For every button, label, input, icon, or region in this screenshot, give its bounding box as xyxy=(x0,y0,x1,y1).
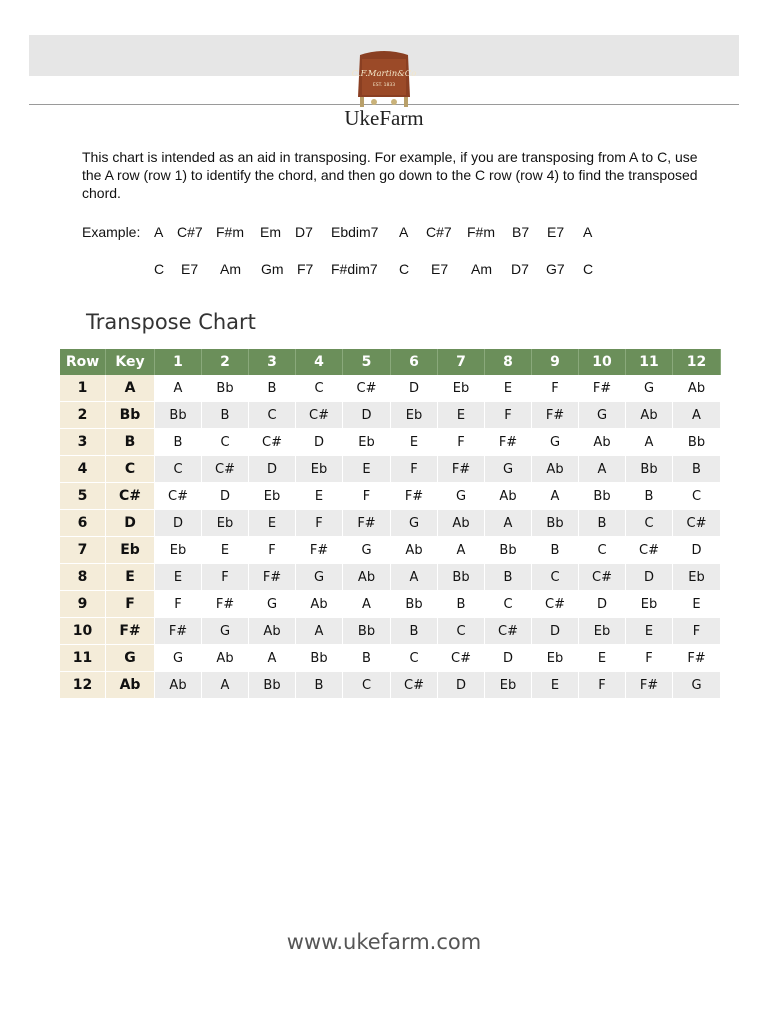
table-row xyxy=(60,672,721,699)
chord-cell: F# xyxy=(391,483,438,510)
chord-cell: A xyxy=(155,375,202,402)
chord-cell: A xyxy=(249,645,296,672)
chord-cell: A xyxy=(532,483,579,510)
row-key: Bb xyxy=(106,402,155,429)
example-chord: A xyxy=(154,224,164,240)
chord-cell: C# xyxy=(579,564,626,591)
chord-cell: F# xyxy=(438,456,485,483)
chord-cell: F# xyxy=(296,537,343,564)
chord-cell: C xyxy=(532,564,579,591)
chord-cell: Bb xyxy=(673,429,721,456)
chord-cell: B xyxy=(532,537,579,564)
chord-cell: G xyxy=(579,402,626,429)
chord-cell: A xyxy=(391,564,438,591)
chord-cell: A xyxy=(343,591,391,618)
column-header: 4 xyxy=(296,349,343,375)
chord-cell: C# xyxy=(391,672,438,699)
row-key: F xyxy=(106,591,155,618)
chord-cell: G xyxy=(296,564,343,591)
chord-cell: E xyxy=(202,537,249,564)
row-number: 1 xyxy=(60,375,106,402)
chord-cell: B xyxy=(202,402,249,429)
column-header: 3 xyxy=(249,349,296,375)
chord-cell: C xyxy=(579,537,626,564)
chord-cell: Ab xyxy=(626,402,673,429)
chord-cell: E xyxy=(626,618,673,645)
chord-cell: Bb xyxy=(202,375,249,402)
table-row xyxy=(60,483,721,510)
column-header: 12 xyxy=(673,349,721,375)
chord-cell: A xyxy=(438,537,485,564)
chord-cell: D xyxy=(249,456,296,483)
chord-cell: E xyxy=(579,645,626,672)
chord-cell: Eb xyxy=(438,375,485,402)
column-header: 7 xyxy=(438,349,485,375)
chord-cell: Eb xyxy=(579,618,626,645)
chord-cell: F xyxy=(343,483,391,510)
example-chord: F7 xyxy=(297,261,314,277)
chord-cell: E xyxy=(673,591,721,618)
chord-cell: Ab xyxy=(202,645,249,672)
chord-cell: F xyxy=(391,456,438,483)
chord-cell: C# xyxy=(249,429,296,456)
row-number: 10 xyxy=(60,618,106,645)
chord-cell: G xyxy=(155,645,202,672)
chord-cell: C# xyxy=(532,591,579,618)
chord-cell: F xyxy=(626,645,673,672)
chord-cell: Bb xyxy=(485,537,532,564)
table-row xyxy=(60,510,721,537)
chord-cell: C xyxy=(438,618,485,645)
footer-url: www.ukefarm.com xyxy=(286,930,482,954)
chord-cell: Bb xyxy=(438,564,485,591)
chord-cell: G xyxy=(202,618,249,645)
chord-cell: Bb xyxy=(626,456,673,483)
chord-cell: C# xyxy=(155,483,202,510)
chord-cell: D xyxy=(626,564,673,591)
chord-cell: Bb xyxy=(249,672,296,699)
example-chord: C xyxy=(583,261,594,277)
chord-cell: Ab xyxy=(485,483,532,510)
row-key: F# xyxy=(106,618,155,645)
chord-cell: D xyxy=(532,618,579,645)
table-row xyxy=(60,375,721,402)
chord-cell: Eb xyxy=(673,564,721,591)
chord-cell: F xyxy=(485,402,532,429)
example-chord: Em xyxy=(260,224,281,240)
table-row xyxy=(60,618,721,645)
chord-cell: C xyxy=(249,402,296,429)
example-chord: Ebdim7 xyxy=(331,224,379,240)
example-chord: B7 xyxy=(512,224,530,240)
chord-cell: G xyxy=(673,672,721,699)
chord-cell: E xyxy=(343,456,391,483)
example-chord: D7 xyxy=(511,261,529,277)
chord-cell: A xyxy=(626,429,673,456)
chord-cell: F# xyxy=(343,510,391,537)
chord-cell: G xyxy=(391,510,438,537)
chord-cell: C# xyxy=(438,645,485,672)
chord-cell: F xyxy=(249,537,296,564)
column-header: 10 xyxy=(579,349,626,375)
chord-cell: Eb xyxy=(532,645,579,672)
chord-cell: A xyxy=(485,510,532,537)
chord-cell: Ab xyxy=(391,537,438,564)
chord-cell: D xyxy=(155,510,202,537)
row-key: E xyxy=(106,564,155,591)
chord-cell: Bb xyxy=(532,510,579,537)
chord-cell: E xyxy=(249,510,296,537)
chord-cell: C# xyxy=(202,456,249,483)
transpose-table xyxy=(60,349,721,699)
chord-cell: Bb xyxy=(296,645,343,672)
example-chord: Gm xyxy=(261,261,284,277)
chord-cell: C# xyxy=(626,537,673,564)
example-chord: Am xyxy=(220,261,241,277)
chord-cell: C xyxy=(391,645,438,672)
chord-cell: E xyxy=(438,402,485,429)
row-key: Eb xyxy=(106,537,155,564)
chord-cell: F# xyxy=(532,402,579,429)
row-key: D xyxy=(106,510,155,537)
row-number: 2 xyxy=(60,402,106,429)
example-chord: D7 xyxy=(295,224,313,240)
table-body xyxy=(60,375,721,699)
chord-cell: F xyxy=(438,429,485,456)
chord-cell: Eb xyxy=(249,483,296,510)
chord-cell: E xyxy=(296,483,343,510)
chord-cell: A xyxy=(202,672,249,699)
chord-cell: C xyxy=(202,429,249,456)
column-header: Key xyxy=(106,349,155,375)
chord-cell: E xyxy=(485,375,532,402)
row-key: G xyxy=(106,645,155,672)
chord-cell: Ab xyxy=(579,429,626,456)
chord-cell: B xyxy=(296,672,343,699)
chord-cell: F# xyxy=(626,672,673,699)
row-key: B xyxy=(106,429,155,456)
chord-cell: Bb xyxy=(155,402,202,429)
chord-cell: Eb xyxy=(485,672,532,699)
example-chord: C xyxy=(154,261,165,277)
chord-cell: Bb xyxy=(343,618,391,645)
chord-cell: B xyxy=(626,483,673,510)
row-number: 9 xyxy=(60,591,106,618)
chord-cell: B xyxy=(155,429,202,456)
logo-text: C.F.Martin&Co xyxy=(352,69,416,79)
example-chord: E7 xyxy=(547,224,565,240)
row-number: 8 xyxy=(60,564,106,591)
chord-cell: D xyxy=(296,429,343,456)
row-number: 6 xyxy=(60,510,106,537)
chord-cell: D xyxy=(579,591,626,618)
chord-cell: C xyxy=(343,672,391,699)
chord-cell: A xyxy=(579,456,626,483)
column-header: 11 xyxy=(626,349,673,375)
row-key: A xyxy=(106,375,155,402)
column-header: Row xyxy=(60,349,106,375)
chord-cell: Eb xyxy=(343,429,391,456)
chord-cell: F# xyxy=(673,645,721,672)
example-chord: E7 xyxy=(431,261,449,277)
chord-cell: C xyxy=(673,483,721,510)
chord-cell: D xyxy=(343,402,391,429)
chord-cell: G xyxy=(485,456,532,483)
example-chord: C#7 xyxy=(426,224,452,240)
chord-cell: Ab xyxy=(673,375,721,402)
chord-cell: B xyxy=(485,564,532,591)
chord-cell: F xyxy=(532,375,579,402)
chord-cell: E xyxy=(155,564,202,591)
chord-cell: D xyxy=(438,672,485,699)
column-header: 6 xyxy=(391,349,438,375)
chord-cell: C# xyxy=(296,402,343,429)
example-chord: C#7 xyxy=(177,224,203,240)
chord-cell: Eb xyxy=(391,402,438,429)
example-chord: A xyxy=(399,224,409,240)
logo-subtext: EST. 1833 xyxy=(372,83,396,88)
column-header: 5 xyxy=(343,349,391,375)
table-row xyxy=(60,645,721,672)
chord-cell: G xyxy=(249,591,296,618)
chord-cell: D xyxy=(391,375,438,402)
table-row xyxy=(60,537,721,564)
chord-cell: D xyxy=(202,483,249,510)
example-chord: Am xyxy=(471,261,492,277)
chord-cell: E xyxy=(391,429,438,456)
row-key: C# xyxy=(106,483,155,510)
chord-cell: C xyxy=(626,510,673,537)
chord-cell: Bb xyxy=(391,591,438,618)
chord-cell: D xyxy=(485,645,532,672)
example-chord: A xyxy=(583,224,593,240)
chord-cell: B xyxy=(438,591,485,618)
chord-cell: Ab xyxy=(155,672,202,699)
chord-cell: F# xyxy=(485,429,532,456)
chord-cell: A xyxy=(673,402,721,429)
row-number: 3 xyxy=(60,429,106,456)
chord-cell: F xyxy=(202,564,249,591)
example-chord: C xyxy=(399,261,410,277)
column-header: 2 xyxy=(202,349,249,375)
row-number: 4 xyxy=(60,456,106,483)
chord-cell: B xyxy=(343,645,391,672)
table-row xyxy=(60,402,721,429)
chord-cell: Eb xyxy=(626,591,673,618)
chord-cell: Eb xyxy=(202,510,249,537)
chord-cell: B xyxy=(673,456,721,483)
chord-cell: C# xyxy=(343,375,391,402)
chord-cell: Ab xyxy=(438,510,485,537)
table-header-row xyxy=(60,349,721,375)
example-chord: F#dim7 xyxy=(331,261,378,277)
chart-title: Transpose Chart xyxy=(86,310,256,334)
example-chord: F#m xyxy=(216,224,244,240)
chord-cell: B xyxy=(391,618,438,645)
row-number: 7 xyxy=(60,537,106,564)
chord-cell: F# xyxy=(155,618,202,645)
chord-cell: C xyxy=(485,591,532,618)
example-label: Example: xyxy=(82,224,141,240)
chord-cell: G xyxy=(626,375,673,402)
chord-cell: Ab xyxy=(343,564,391,591)
column-header: 9 xyxy=(532,349,579,375)
chord-cell: F xyxy=(579,672,626,699)
example-chord: E7 xyxy=(181,261,199,277)
chord-cell: G xyxy=(438,483,485,510)
table-row xyxy=(60,456,721,483)
example-chord: G7 xyxy=(546,261,565,277)
table-row xyxy=(60,591,721,618)
chord-cell: B xyxy=(579,510,626,537)
chord-cell: C# xyxy=(485,618,532,645)
chord-cell: Ab xyxy=(532,456,579,483)
row-number: 12 xyxy=(60,672,106,699)
row-number: 11 xyxy=(60,645,106,672)
chord-cell: E xyxy=(532,672,579,699)
chord-cell: Bb xyxy=(579,483,626,510)
column-header: 8 xyxy=(485,349,532,375)
chord-cell: C xyxy=(155,456,202,483)
chord-cell: F# xyxy=(579,375,626,402)
row-key: C xyxy=(106,456,155,483)
table-row xyxy=(60,564,721,591)
example-chord: F#m xyxy=(467,224,495,240)
chord-cell: F# xyxy=(249,564,296,591)
chord-cell: G xyxy=(343,537,391,564)
chord-cell: Ab xyxy=(296,591,343,618)
martin-headstock-logo-icon xyxy=(352,45,416,107)
chord-cell: F xyxy=(673,618,721,645)
table-row xyxy=(60,429,721,456)
chord-cell: Eb xyxy=(296,456,343,483)
row-number: 5 xyxy=(60,483,106,510)
chord-cell: A xyxy=(296,618,343,645)
chord-cell: C# xyxy=(673,510,721,537)
chord-cell: C xyxy=(296,375,343,402)
row-key: Ab xyxy=(106,672,155,699)
chord-cell: B xyxy=(249,375,296,402)
column-header: 1 xyxy=(155,349,202,375)
chord-cell: F xyxy=(155,591,202,618)
chord-cell: F# xyxy=(202,591,249,618)
brand-title: UkeFarm xyxy=(344,106,424,130)
intro-paragraph: This chart is intended as an aid in transposing. For example, if you are transposing from A to C, use the A row (row 1) to identify the chord, and then go down to the C row (row 4) to find the transposed chord. xyxy=(82,149,698,201)
chord-cell: F xyxy=(296,510,343,537)
chord-cell: D xyxy=(673,537,721,564)
chord-cell: Ab xyxy=(249,618,296,645)
chord-cell: G xyxy=(532,429,579,456)
chord-cell: Eb xyxy=(155,537,202,564)
